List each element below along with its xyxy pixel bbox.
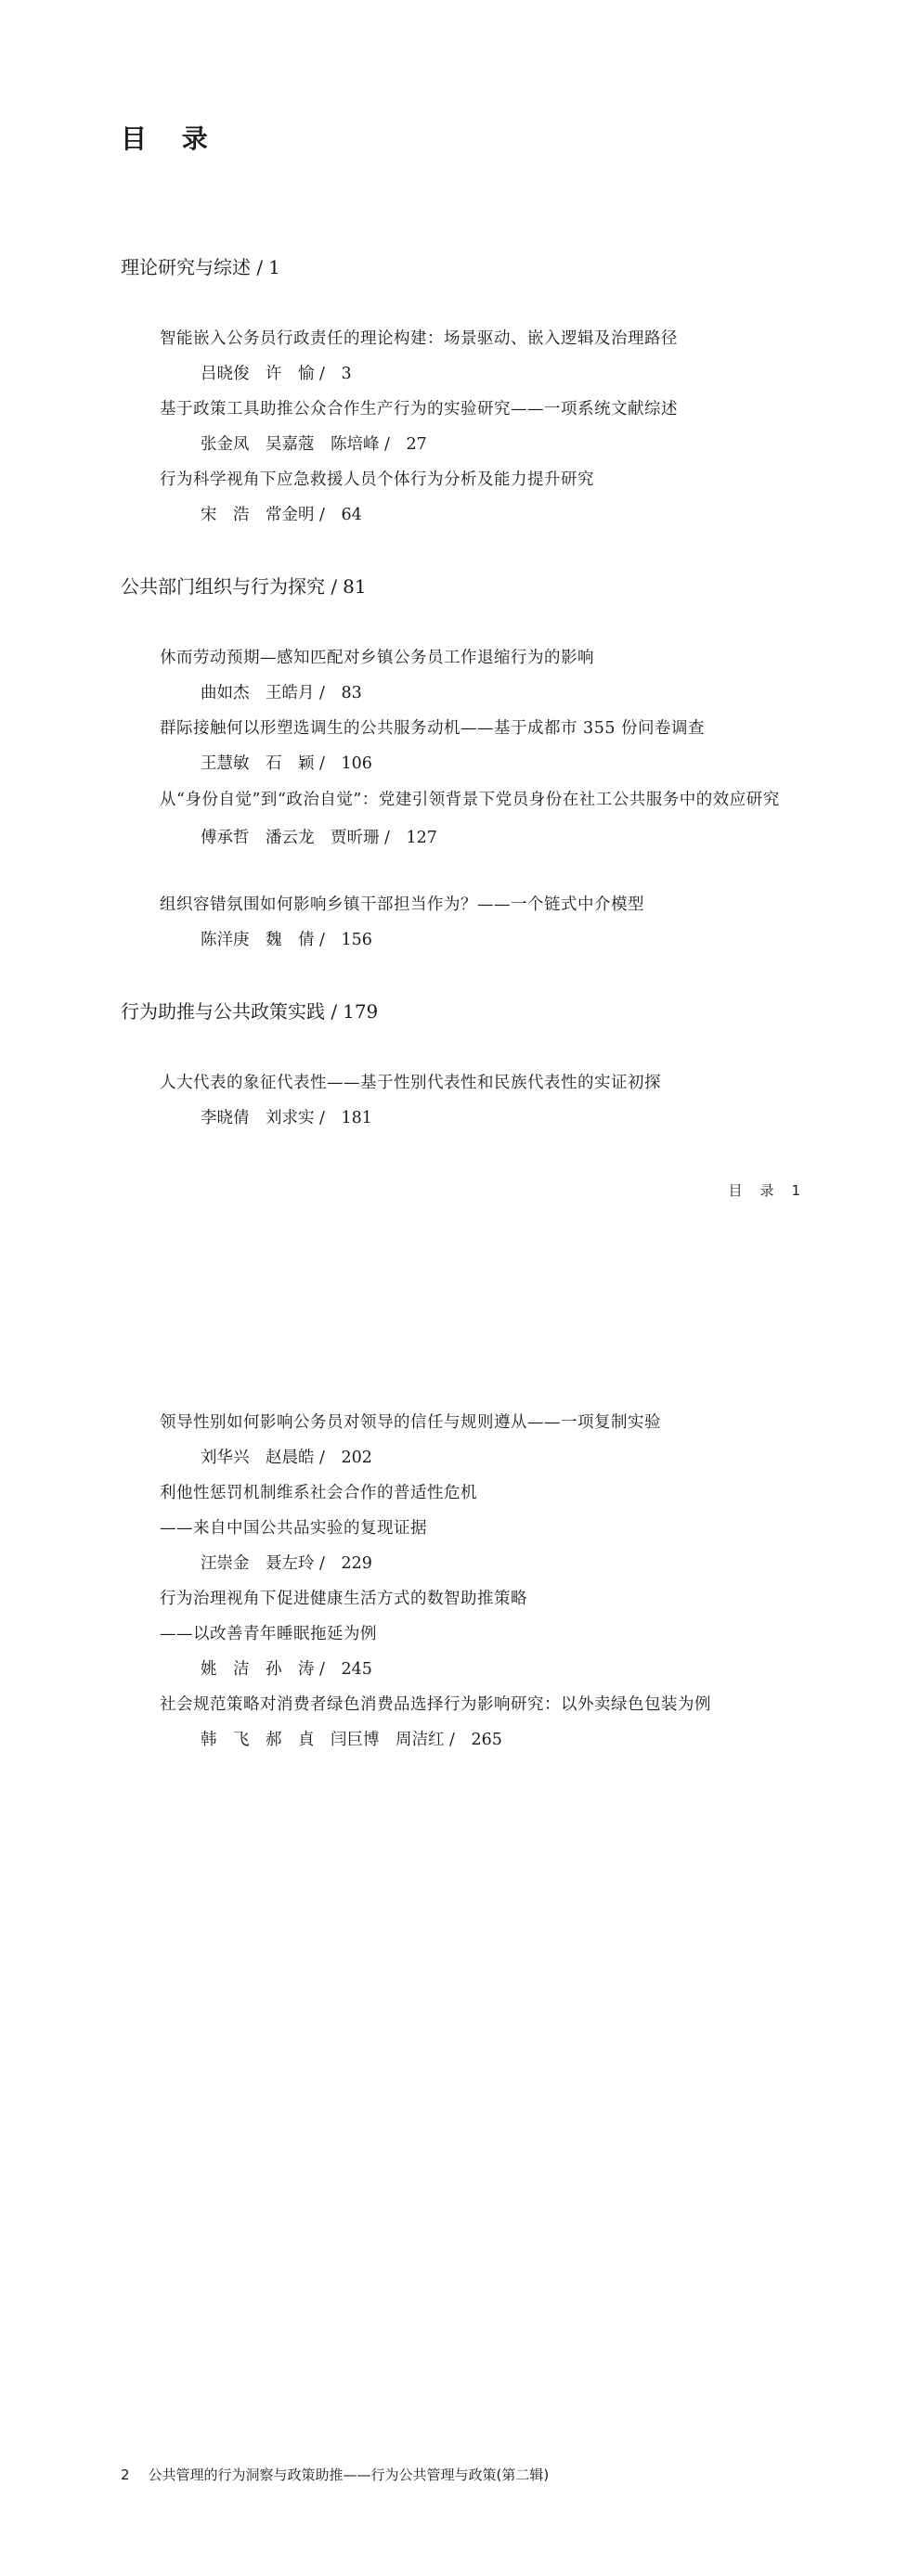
toc-entry (160, 392, 810, 462)
entry-title: 人大代表的象征代表性——基于性别代表性和民族代表性的实证初探 (160, 1074, 661, 1092)
toc-title: 目 录 (121, 123, 221, 154)
entry-subtitle: ——以改善青年睡眠拖延为例 (160, 1625, 377, 1643)
entry-page: 202 (341, 1449, 372, 1467)
author-names: 韩 飞 郝 貞 闫巨博 周洁红 / (201, 1731, 455, 1749)
entry-authors (160, 1101, 810, 1136)
toc-entry (160, 711, 810, 781)
author-names: 陈洋庚 魏 倩 / (201, 931, 325, 949)
page-footer: 目 录 1 (728, 1182, 802, 1199)
entry-page: 27 (406, 435, 427, 454)
entry-authors (160, 922, 810, 958)
entry-authors (160, 1652, 810, 1687)
toc-entry (160, 1405, 810, 1475)
toc-page-2 (0, 1288, 921, 2576)
entry-subtitle: ——来自中国公共品实验的复现证据 (160, 1519, 427, 1538)
toc-entry (160, 1581, 810, 1687)
entry-page: 106 (341, 754, 372, 773)
page-footer (121, 2465, 549, 2484)
section-heading (121, 252, 280, 279)
author-names: 王慧敏 石 颖 / (201, 754, 325, 773)
section-label: 理论研究与综述 / (121, 256, 264, 278)
toc-entry (160, 462, 810, 533)
author-names: 傅承哲 潘云龙 贾昕珊 / (201, 829, 390, 847)
entry-page: 64 (341, 506, 362, 524)
author-names: 张金凤 吴嘉蔻 陈培峰 / (201, 435, 390, 454)
section-page: 81 (343, 575, 367, 598)
section-heading (121, 572, 367, 599)
entry-title: 基于政策工具助推公众合作生产行为的实验研究——一项系统文献综述 (160, 400, 678, 419)
toc-entry (160, 321, 810, 392)
section-label: 行为助推与公共政策实践 / (121, 1000, 338, 1023)
author-names: 吕晓俊 许 愉 / (201, 365, 325, 383)
toc-entry (160, 1687, 810, 1758)
toc-entry (160, 1065, 810, 1136)
entry-title: 从“身份自觉”到“政治自觉”：党建引领背景下党员身份在社工公共服务中的效应研究 (160, 791, 780, 809)
toc-entry (160, 640, 810, 711)
entry-title: 行为治理视角下促进健康生活方式的数智助推策略 (160, 1590, 527, 1608)
entry-authors (160, 1722, 810, 1758)
entry-title: 社会规范策略对消费者绿色消费品选择行为影响研究：以外卖绿色包装为例 (160, 1695, 711, 1714)
entry-page: 3 (341, 365, 352, 383)
entry-authors (160, 427, 810, 462)
entry-page: 245 (341, 1660, 372, 1679)
section-heading (121, 997, 378, 1024)
entry-page: 229 (341, 1554, 372, 1573)
entry-title: 组织容错氛围如何影响乡镇干部担当作为？——一个链式中介模型 (160, 895, 644, 914)
entry-page: 265 (471, 1731, 502, 1749)
footer-page-number: 2 (121, 2467, 130, 2483)
author-names: 宋 浩 常金明 / (201, 506, 325, 524)
section-label: 公共部门组织与行为探究 / (121, 575, 338, 598)
author-names: 李晓倩 刘求实 / (201, 1109, 325, 1127)
author-names: 曲如杰 王皓月 / (201, 684, 325, 702)
entry-title: 利他性惩罚机制维系社会合作的普适性危机 (160, 1484, 477, 1502)
entry-title: 群际接触何以形塑选调生的公共服务动机——基于成都市 355 份问卷调查 (160, 719, 706, 738)
entry-authors (160, 356, 810, 392)
toc-entry (160, 779, 810, 856)
entry-authors (160, 820, 810, 856)
entry-authors (160, 497, 810, 533)
entry-title: 智能嵌入公务员行政责任的理论构建：场景驱动、嵌入逻辑及治理路径 (160, 329, 678, 348)
entry-title: 行为科学视角下应急救援人员个体行为分析及能力提升研究 (160, 470, 594, 489)
author-names: 姚 洁 孙 涛 / (201, 1660, 325, 1679)
entry-authors (160, 746, 810, 781)
entry-authors (160, 1440, 810, 1475)
entry-authors (160, 676, 810, 711)
entry-page: 156 (341, 931, 372, 949)
section-page: 179 (343, 1000, 379, 1023)
entry-title: 休而劳动预期—感知匹配对乡镇公务员工作退缩行为的影响 (160, 649, 594, 667)
entry-page: 83 (341, 684, 362, 702)
author-names: 汪崇金 聂左玲 / (201, 1554, 325, 1573)
footer-book-title: 公共管理的行为洞察与政策助推——行为公共管理与政策(第二辑) (148, 2467, 550, 2483)
entry-authors (160, 1546, 810, 1581)
entry-title: 领导性别如何影响公务员对领导的信任与规则遵从——一项复制实验 (160, 1413, 661, 1432)
toc-entry (160, 1475, 810, 1581)
toc-entry (160, 887, 810, 958)
section-page: 1 (268, 256, 280, 278)
entry-page: 127 (406, 829, 437, 847)
author-names: 刘华兴 赵晨皓 / (201, 1449, 325, 1467)
entry-page: 181 (341, 1109, 372, 1127)
